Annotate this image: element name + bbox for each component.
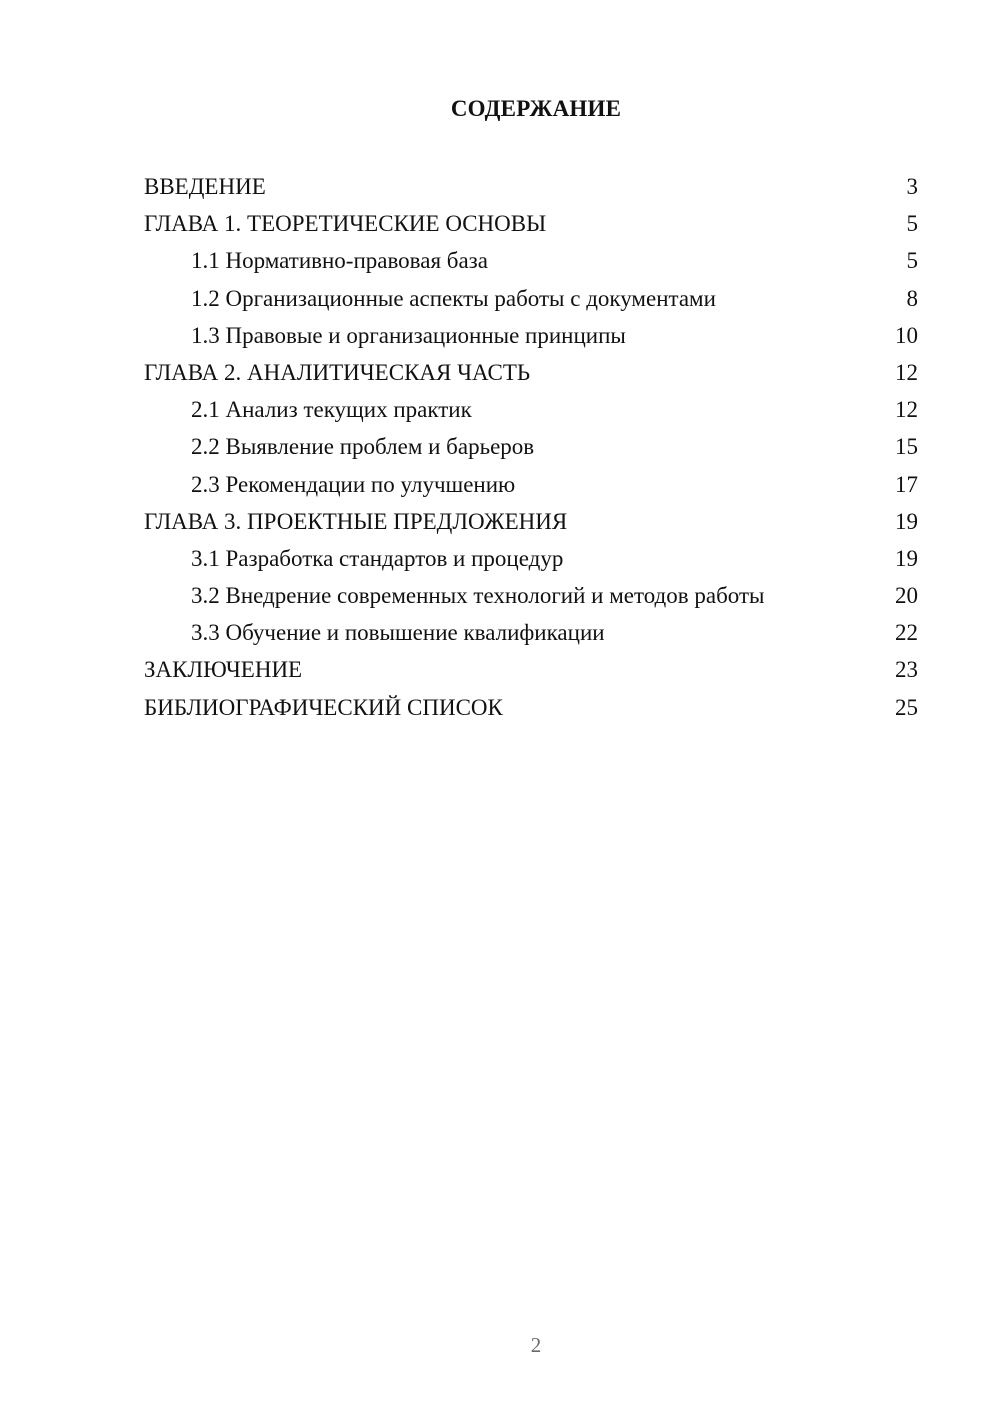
toc-entry-label: 2.1 Анализ текущих практик [191, 397, 472, 423]
toc-entry-label: 1.3 Правовые и организационные принципы [191, 322, 626, 348]
toc-entry-page: 17 [895, 471, 918, 497]
toc-entry-label: 1.1 Нормативно-правовая база [191, 248, 488, 274]
toc-entry-label: ВВЕДЕНИЕ [144, 174, 266, 199]
toc-entry-page: 19 [895, 545, 918, 571]
page-number: 2 [530, 1333, 542, 1357]
toc-entry-label: ЗАКЛЮЧЕНИЕ [144, 657, 303, 683]
toc-entry-label: ГЛАВА 1. ТЕОРЕТИЧЕСКИЕ ОСНОВЫ [144, 211, 547, 237]
toc-entry-page: 8 [906, 285, 918, 311]
toc-entry [144, 614, 918, 651]
toc-entry-page: 25 [895, 694, 918, 720]
toc-entry-page: 12 [895, 397, 918, 423]
toc-entry-page: 19 [895, 508, 918, 534]
toc-entry-label: 3.1 Разработка стандартов и процедур [191, 545, 564, 571]
toc-entry [144, 168, 918, 205]
toc-entry [144, 503, 918, 540]
toc-entry [144, 205, 918, 242]
toc-entry [144, 354, 918, 391]
toc-entry [144, 242, 918, 279]
toc-entry-label: 3.3 Обучение и повышение квалификации [191, 620, 605, 646]
toc-entry-page: 3 [906, 174, 918, 199]
toc-entry-label: БИБЛИОГРАФИЧЕСКИЙ СПИСОК [144, 694, 503, 720]
toc-entry-page: 5 [906, 248, 918, 274]
toc-entry [144, 540, 918, 577]
toc-entry [144, 391, 918, 428]
toc-entry-label: 2.3 Рекомендации по улучшению [191, 471, 516, 497]
toc-entry [144, 428, 918, 465]
table-of-contents [144, 168, 918, 726]
toc-entry-page: 12 [895, 359, 918, 385]
toc-entry-page: 10 [895, 322, 918, 348]
toc-entry-page: 5 [906, 211, 918, 237]
toc-entry [144, 280, 918, 317]
toc-entry-label: 3.2 Внедрение современных технологий и методов работы [191, 583, 765, 609]
toc-entry-page: 22 [895, 620, 918, 646]
toc-entry [144, 466, 918, 503]
toc-entry-label: ГЛАВА 2. АНАЛИТИЧЕСКАЯ ЧАСТЬ [144, 359, 531, 385]
toc-entry [144, 689, 918, 726]
toc-entry-page: 15 [895, 434, 918, 460]
toc-entry-page: 20 [895, 583, 918, 609]
toc-entry [144, 317, 918, 354]
toc-entry-label: 1.2 Организационные аспекты работы с документами [191, 285, 716, 311]
page-title: СОДЕРЖАНИЕ [450, 96, 622, 121]
toc-entry [144, 651, 918, 688]
toc-entry-label: 2.2 Выявление проблем и барьеров [191, 434, 535, 460]
toc-entry [144, 577, 918, 614]
toc-entry-label: ГЛАВА 3. ПРОЕКТНЫЕ ПРЕДЛОЖЕНИЯ [144, 508, 568, 534]
toc-entry-page: 23 [895, 657, 918, 683]
